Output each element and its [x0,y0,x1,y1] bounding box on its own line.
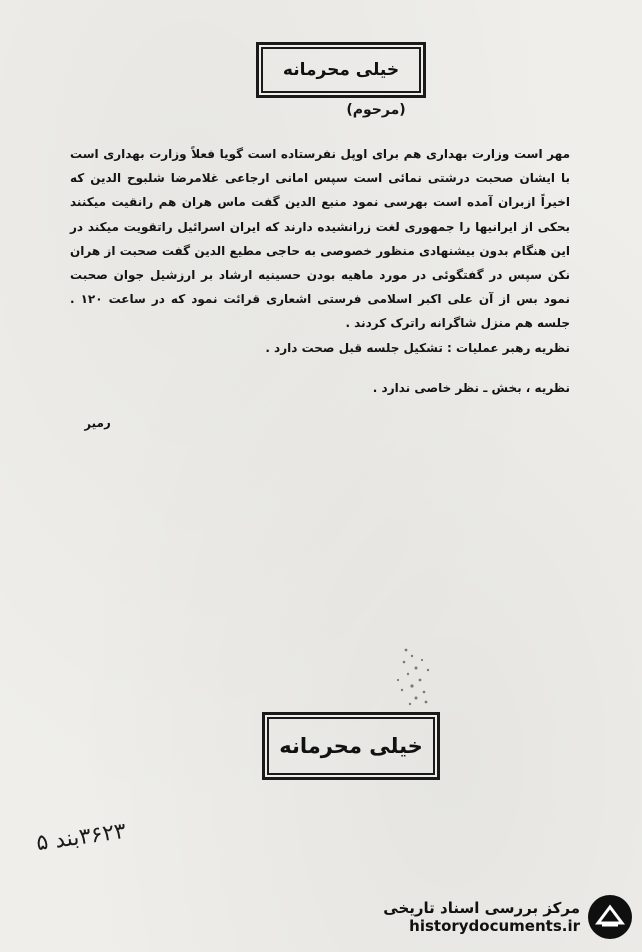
watermark-logo [360,888,632,946]
watermark-url: historydocuments.ir [409,917,580,935]
copy-label: (مرحوم) [346,102,406,118]
archive-emblem-icon [588,895,632,939]
watermark-title: مرکز بررسی اسناد تاریخی [383,899,580,917]
handwritten-reference-number: ۳۶۲۳بند ۵ [34,818,128,857]
stamp-bottom-text: خیلی محرمانه [279,734,423,758]
signature: رمیر [83,415,112,431]
faded-seal-mark [386,640,446,712]
report-body: مهر است وزارت بهداری هم برای اوپل نفرستاده است گویا فعلاً وزارت بهداری است با ایشان صحبت درشتی نمائی است سپس امانی ارجاعی غلامرضا شلبوح الدین که اخیراً ازبران آمده است بهرسی نمود منبع الدین گفت ماس هران هم رانقیت میکنند بحکی از ایرانیها را جمهوری لغت زرانشیده دارند که ایران اسرائیل راتقویت میکند در این هنگام بدون بیشنهادی منظور خصوصی به حاجی مطیع الدین گفت صحبت از هران نکن سپس در گفتگوئی در مورد ماهیه بودن حسینیه ارشاد بر ارزشیل جوان صحبت نمود بس از آن علی اکبر اسلامی فرستی اشعاری قرائت نمود که در ساعت ۱۲۰ . جلسه هم منزل شاگرانه راترک کردند . [70,147,570,331]
leader-opinion-note: نظریه رهبر عملیات : تشکیل جلسه قبل صحت دارد . [265,341,570,355]
confidential-stamp-top [256,42,426,98]
stamp-top-text: خیلی محرمانه [282,60,400,80]
section-opinion-note: نظریه ، بخش ـ نظر خاصی ندارد . [372,381,570,395]
watermark-text [360,899,580,935]
confidential-stamp-bottom [262,712,440,780]
